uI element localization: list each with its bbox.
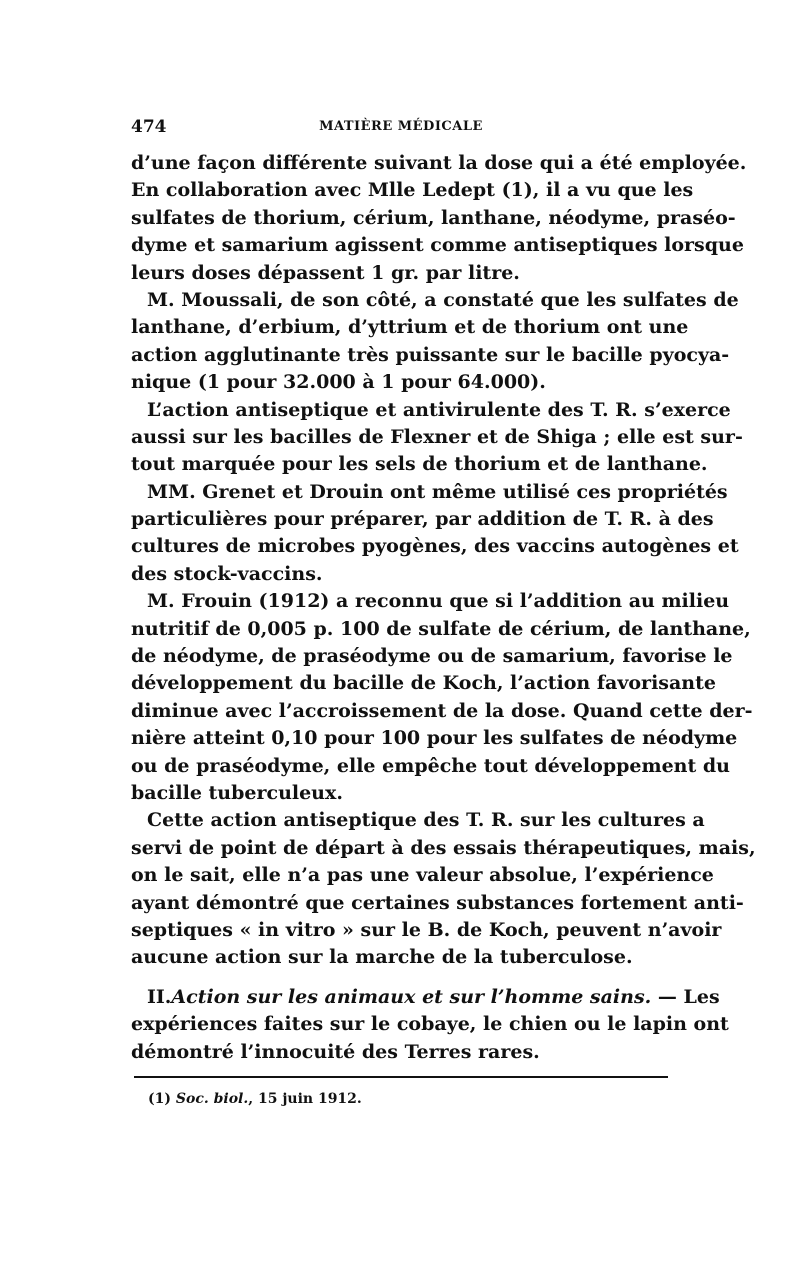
text-line: aussi sur les bacilles de Flexner et de Shiga ; elle est sur- bbox=[131, 425, 743, 448]
text-line: En collaboration avec Mlle Ledept (1), il a vu que les bbox=[131, 179, 694, 202]
text-line: d’une façon différente suivant la dose qui a été employée. bbox=[131, 152, 747, 174]
text-line: sulfates de thorium, cérium, lanthane, néodyme, praséo- bbox=[131, 206, 736, 229]
text-line: tout marquée pour les sels de thorium et de lanthane. bbox=[131, 453, 708, 476]
footnote-journal: Soc. biol. bbox=[175, 1091, 249, 1107]
text-line: démontré l’innocuité des Terres rares. bbox=[131, 1040, 540, 1063]
page-number: 474 bbox=[131, 117, 167, 137]
running-head: MATIÈRE MÉDICALE bbox=[319, 119, 483, 134]
text-line: expériences faites sur le cobaye, le chien ou le lapin ont bbox=[131, 1013, 729, 1036]
text-line: lanthane, d’erbium, d’yttrium et de thorium ont une bbox=[131, 316, 689, 339]
text-line: nique (1 pour 32.000 à 1 pour 64.000). bbox=[131, 371, 546, 394]
section-number: II. bbox=[147, 985, 172, 1008]
text-line: L’action antiseptique et antivirulente des T. R. s’exerce bbox=[147, 398, 731, 421]
text-line: aucune action sur la marche de la tuberculose. bbox=[131, 946, 633, 969]
section-title: Action sur les animaux et sur l’homme sains. bbox=[171, 985, 652, 1008]
footnote bbox=[148, 1091, 362, 1107]
footnote-rule bbox=[134, 1076, 668, 1078]
text-line: MM. Grenet et Drouin ont même utilisé ces propriétés bbox=[147, 480, 728, 503]
footnote-date: , 15 juin 1912. bbox=[248, 1091, 362, 1107]
text-line: ayant démontré que certaines substances fortement anti- bbox=[131, 891, 744, 914]
text-line: on le sait, elle n’a pas une valeur absolue, l’expérience bbox=[131, 864, 714, 887]
text-line: développement du bacille de Koch, l’action favorisante bbox=[131, 672, 716, 695]
section-gap bbox=[131, 972, 671, 984]
text-line: servi de point de départ à des essais thérapeutiques, mais, bbox=[131, 836, 756, 859]
text-line: diminue avec l’accroissement de la dose. Quand cette der- bbox=[131, 699, 753, 722]
text-line: des stock-vaccins. bbox=[131, 562, 323, 585]
text-line: particulières pour préparer, par addition de T. R. à des bbox=[131, 508, 714, 531]
text-line: M. Moussali, de son côté, a constaté que les sulfates de bbox=[147, 288, 739, 311]
text-line: leurs doses dépassent 1 gr. par litre. bbox=[131, 261, 520, 284]
page-header bbox=[131, 117, 671, 141]
section-dash-text: — Les bbox=[651, 985, 720, 1008]
footnote-marker: (1) bbox=[148, 1091, 171, 1107]
text-line: dyme et samarium agissent comme antiseptiques lorsque bbox=[131, 234, 744, 257]
text-line: ou de praséodyme, elle empêche tout développement du bbox=[131, 754, 730, 777]
text-line: bacille tuberculeux. bbox=[131, 781, 343, 804]
text-line: Cette action antiseptique des T. R. sur les cultures a bbox=[147, 809, 705, 832]
text-line: de néodyme, de praséodyme ou de samarium, favorise le bbox=[131, 645, 733, 668]
text-line: action agglutinante très puissante sur le bacille pyocya- bbox=[131, 343, 730, 366]
section-heading-line bbox=[131, 984, 720, 1011]
text-line: nière atteint 0,10 pour 100 pour les sulfates de néodyme bbox=[131, 727, 738, 750]
body-text bbox=[131, 150, 756, 1066]
text-line: cultures de microbes pyogènes, des vaccins autogènes et bbox=[131, 535, 739, 558]
text-line: nutritif de 0,005 p. 100 de sulfate de cérium, de lanthane, bbox=[131, 617, 751, 640]
text-line: septiques « in vitro » sur le B. de Koch, peuvent n’avoir bbox=[131, 918, 722, 941]
text-line: M. Frouin (1912) a reconnu que si l’addition au milieu bbox=[147, 590, 730, 613]
